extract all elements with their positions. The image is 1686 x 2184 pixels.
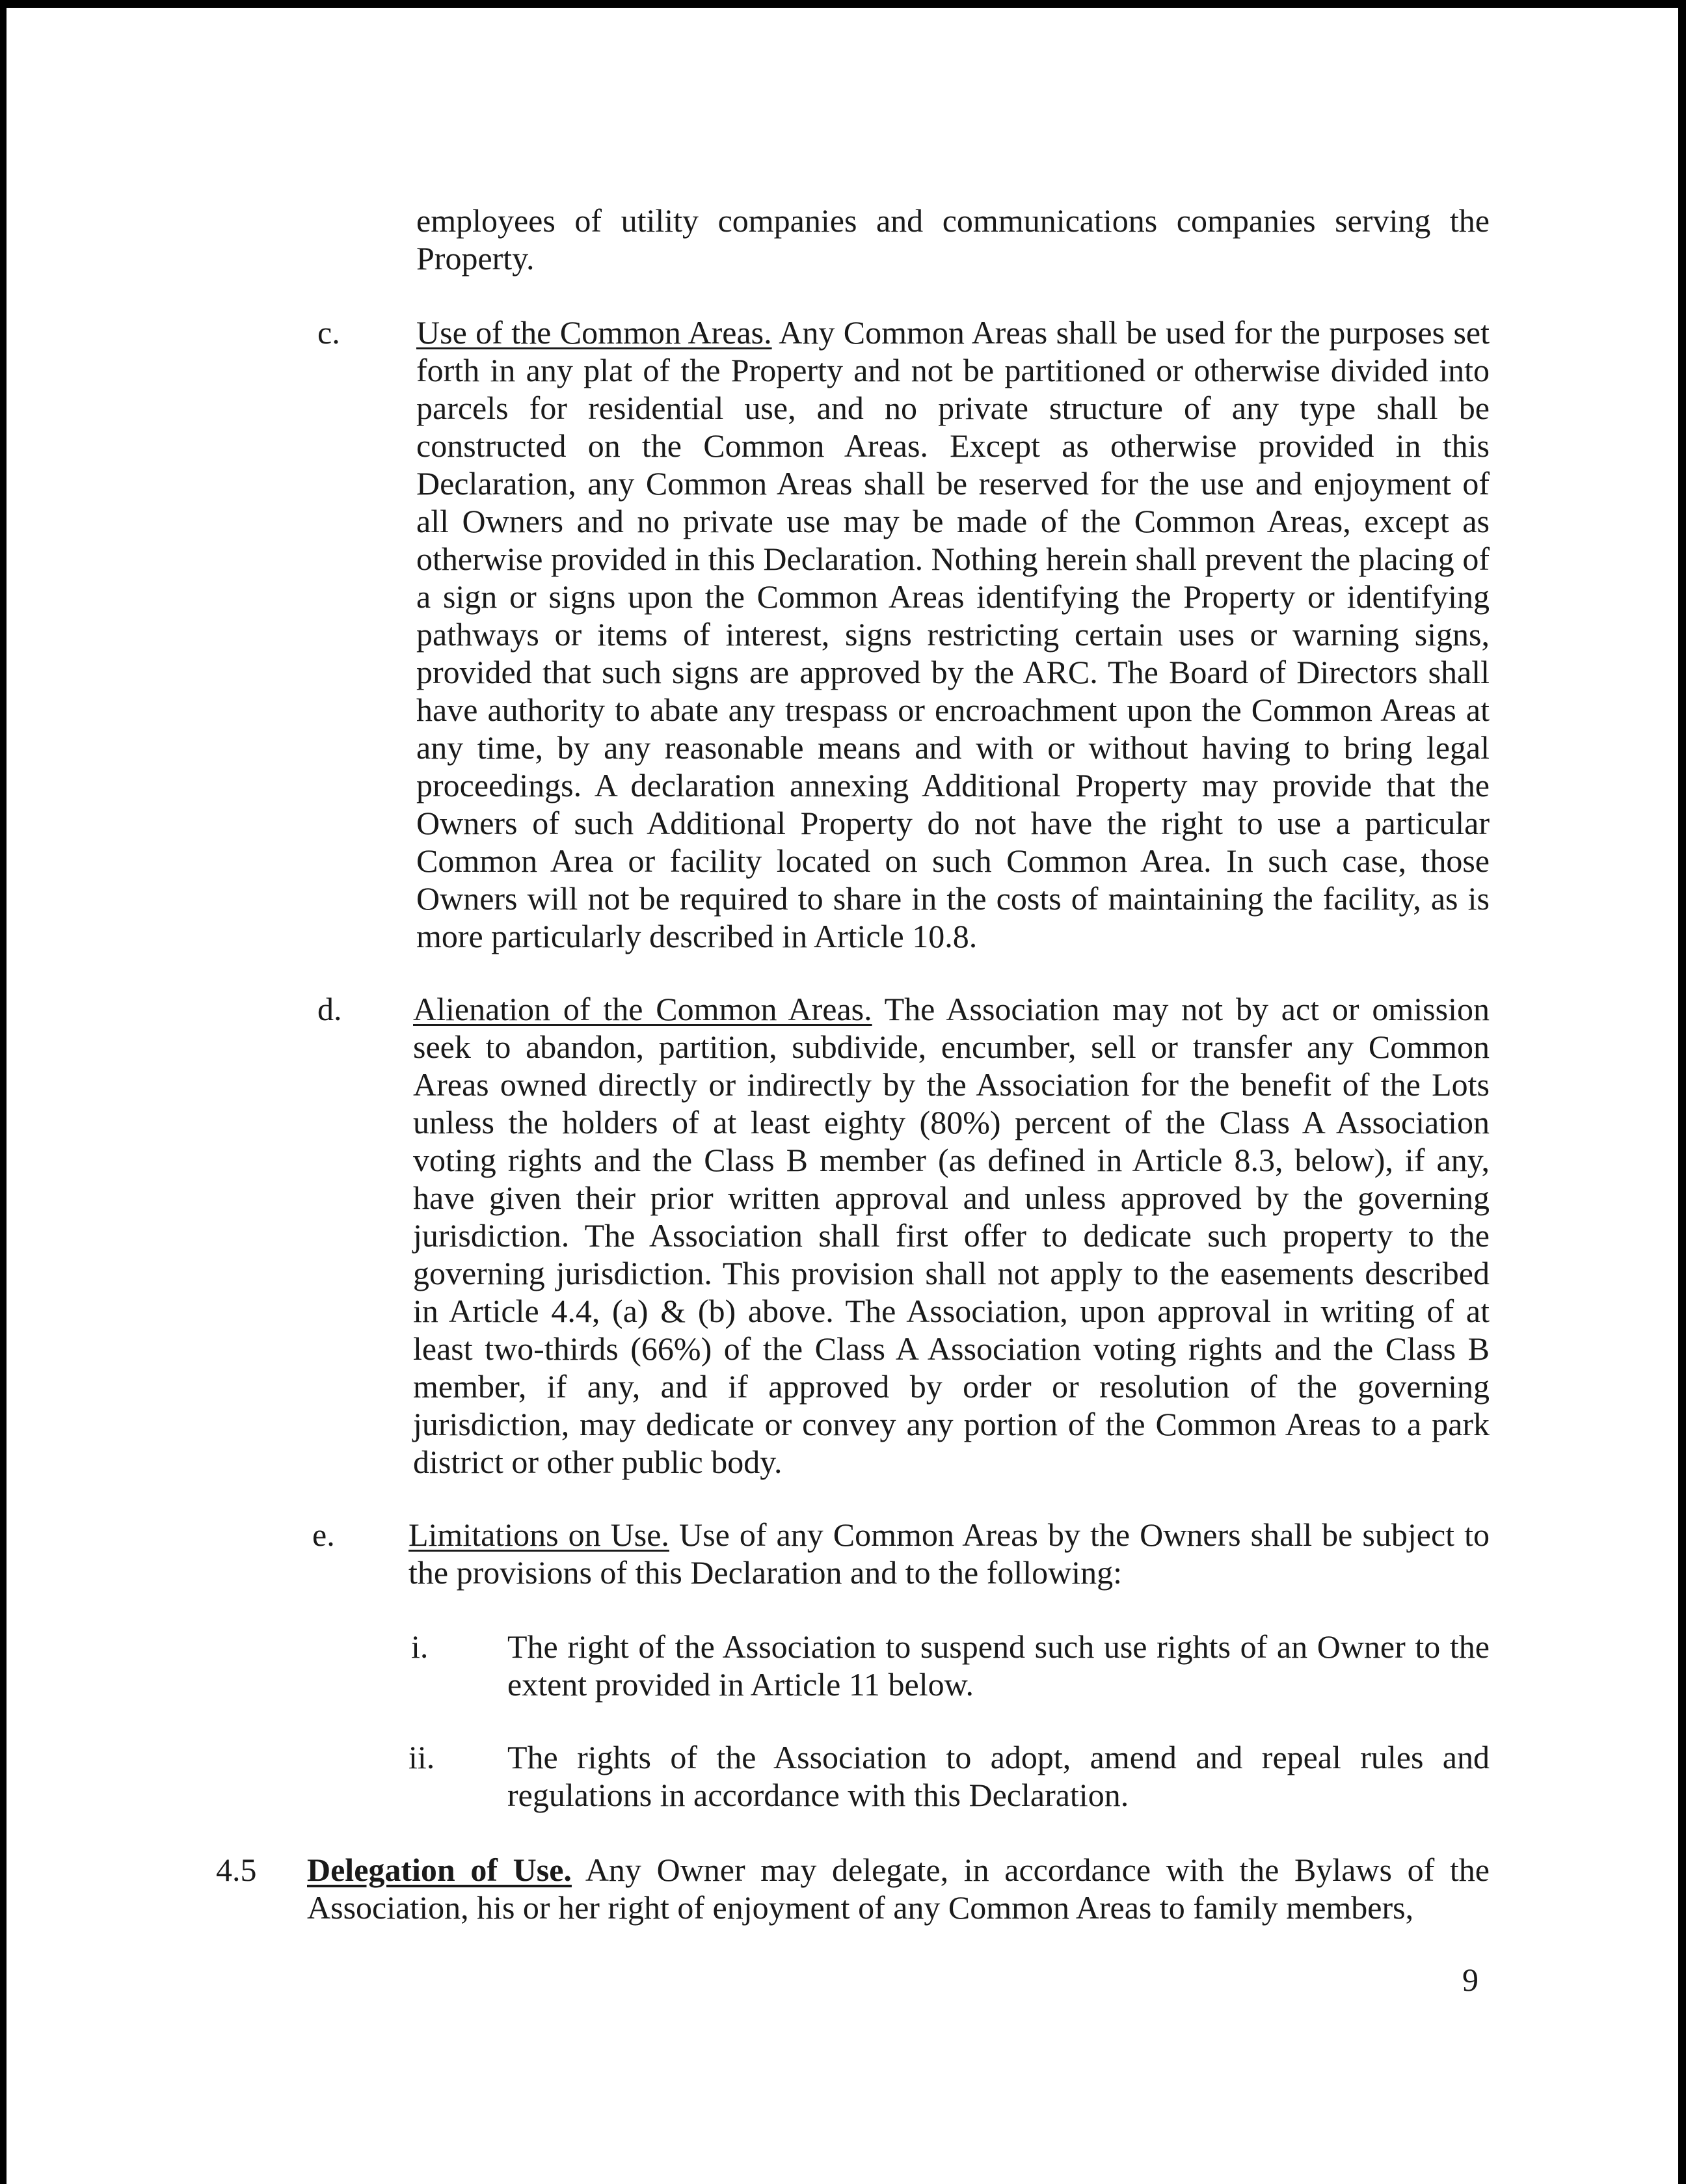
sub-item-i-text: The right of the Association to suspend such use rights of an Owner to the extent provided in Article 11 below. [507,1628,1490,1703]
section-c-body: Any Common Areas shall be used for the purposes set forth in any plat of the Property and not be partitioned or otherwise divided into parcels for residential use, and no private structure of any type shall be constructed on the Common Areas. Except as otherwise provided in this Declaration, any Common Areas shall be reserved for the use and enjoyment of all Owners and no private use may be made of the Common Areas, except as otherwise provided in this Declaration. Nothing herein shall prevent the placing of a sign or signs upon the Common Areas identifying the Property or identifying pathways or items of interest, signs restricting certain uses or warning signs, provided that such signs are approved by the ARC. The Board of Directors shall have authority to abate any trespass or encroachment upon the Common Areas at any time, by any reasonable means and with or without having to bring legal proceedings. A declaration annexing Additional Property may provide that the Owners of such Additional Property do not have the right to use a particular Common Area or facility located on such Common Area. In such case, those Owners will not be required to share in the costs of maintaining the facility, as is more particularly described in Article 10.8. [416,314,1490,954]
section-4-5-body: Any Owner may delegate, in accordance with the Bylaws of the Association, his or her right of enjoyment of any Common Areas to family members, [307,1852,1490,1926]
page-number: 9 [1462,1962,1479,1998]
section-d-heading: Alienation of the Common Areas. [413,991,872,1027]
section-4-5-paragraph [307,1851,1490,1926]
sub-item-i-marker: i. [411,1628,429,1665]
section-c-marker: c. [317,314,340,351]
section-d-body: The Association may not by act or omission seek to abandon, partition, subdivide, encumber, sell or transfer any Common Areas owned directly or indirectly by the Association for the benefit of the Lots unless the holders of at least eighty (80%) percent of the Class A Association voting rights and the Class B member (as defined in Article 8.3, below), if any, have given their prior written approval and unless approved by the governing jurisdiction. The Association shall first offer to dedicate such property to the governing jurisdiction. This provision shall not apply to the easements described in Article 4.4, (a) & (b) above. The Association, upon approval in writing of at least two-thirds (66%) of the Class A Association voting rights and the Class B member, if any, and if approved by order or resolution of the governing jurisdiction, may dedicate or convey any portion of the Common Areas to a park district or other public body. [413,991,1490,1480]
sub-item-ii-marker: ii. [408,1739,435,1775]
section-4-5-heading: Delegation of Use. [307,1852,572,1888]
section-e-heading: Limitations on Use. [408,1517,669,1553]
section-d-marker: d. [317,991,342,1027]
section-e-marker: e. [312,1517,335,1553]
continuation-paragraph [416,202,1490,277]
continuation-text: employees of utility companies and communications companies serving the Property. [416,202,1490,276]
section-c-heading: Use of the Common Areas. [416,314,772,351]
sub-item-ii-text: The rights of the Association to adopt, amend and repeal rules and regulations in accordance with this Declaration. [507,1739,1490,1813]
section-4-5-number: 4.5 [216,1852,257,1888]
section-d-paragraph [413,990,1490,1481]
section-e-body: Use of any Common Areas by the Owners shall be subject to the provisions of this Declaration and to the following: [408,1517,1490,1591]
section-c-paragraph [416,314,1490,955]
document-page [7,8,1678,2184]
section-e-paragraph [408,1516,1490,1591]
